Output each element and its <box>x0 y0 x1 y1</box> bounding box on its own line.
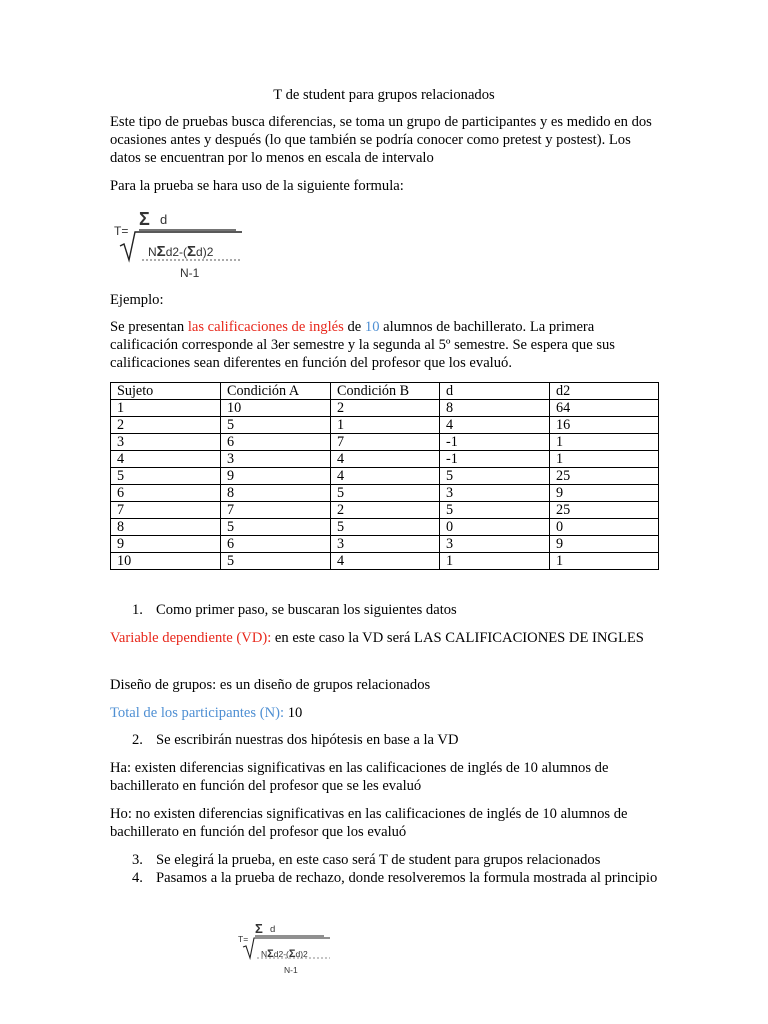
table-header: d <box>440 383 550 400</box>
list-item: 1. Como primer paso, se buscaran los siguientes datos <box>132 602 457 618</box>
table-row: 5 9 4 5 25 <box>111 468 659 485</box>
vd-label: Variable dependiente (VD): <box>110 630 272 646</box>
table-row: 8 5 5 0 0 <box>111 519 659 536</box>
list-item: 2. Se escribirán nuestras dos hipótesis en base a la VD <box>132 732 459 748</box>
table-header: d2 <box>550 383 659 400</box>
formula-image <box>114 208 254 280</box>
table-row: 9 6 3 3 9 <box>111 536 659 553</box>
formula-intro: Para la prueba se hara uso de la siguiente formula: <box>110 178 404 194</box>
total-paragraph: Total de los participantes (N): 10 <box>110 705 303 721</box>
table-row: 7 7 2 5 25 <box>111 502 659 519</box>
intro-paragraph: Este tipo de pruebas busca diferencias, se toma un grupo de participantes y es medido en dos ocasiones antes y después (lo que también se podría conocer como pretest y postest). Los datos se encuentran por lo menos en escala de intervalo <box>110 114 652 166</box>
data-table <box>110 382 659 570</box>
step-list-1 <box>110 601 704 619</box>
table-header: Condición A <box>221 383 331 400</box>
table-header: Condición B <box>331 383 440 400</box>
ejemplo-label: Ejemplo: <box>110 292 164 308</box>
vd-paragraph: Variable dependiente (VD): en este caso la VD será LAS CALIFICACIONES DE INGLES <box>110 630 644 646</box>
list-item: 3. Se elegirá la prueba, en este caso será T de student para grupos relacionados <box>132 852 601 868</box>
table-row: 6 8 5 3 9 <box>111 485 659 502</box>
step-list-3 <box>110 851 704 887</box>
total-label: Total de los participantes (N): <box>110 705 285 721</box>
ho-paragraph: Ho: no existen diferencias significativas en las calificaciones de inglés de 10 alumnos de bachillerato en función del profesor que los evaluó <box>110 806 628 840</box>
formula-denominator: NΣd2-(Σd)2 <box>148 243 214 260</box>
step-list-2 <box>110 731 704 749</box>
table-row: 3 6 7 -1 1 <box>111 434 659 451</box>
table-row: 10 5 4 1 1 <box>111 553 659 570</box>
formula-image-2: T= Σ d NΣd2-(Σd)2 N-1 <box>238 920 338 976</box>
highlight-blue: 10 <box>364 319 380 335</box>
example-paragraph: Se presentan las calificaciones de inglés de 10 alumnos de bachillerato. La primera calificación corresponde al 3er semestre y la segunda al 5º semestre. Se espera que sus calificaciones sean diferentes en función del profesor que los evaluó. <box>110 319 615 371</box>
table-header-row <box>111 383 659 400</box>
formula-sigma: Σ <box>139 209 150 229</box>
highlight-red: las calificaciones de inglés <box>187 319 344 335</box>
ha-paragraph: Ha: existen diferencias significativas en las calificaciones de inglés de 10 alumnos de bachillerato en función del profesor que se les evaluó <box>110 760 609 794</box>
formula-n-minus-1: N-1 <box>180 266 200 280</box>
table-row: 1 10 2 8 64 <box>111 400 659 417</box>
formula-t: T= <box>114 224 129 238</box>
table-row: 2 5 1 4 16 <box>111 417 659 434</box>
table-header: Sujeto <box>111 383 221 400</box>
page-title: T de student para grupos relacionados <box>273 87 495 103</box>
diseno-paragraph: Diseño de grupos: es un diseño de grupos relacionados <box>110 677 431 693</box>
list-item: 4. Pasamos a la prueba de rechazo, donde resolveremos la formula mostrada al principio <box>132 870 658 886</box>
table-row: 4 3 4 -1 1 <box>111 451 659 468</box>
formula-d: d <box>160 212 168 227</box>
